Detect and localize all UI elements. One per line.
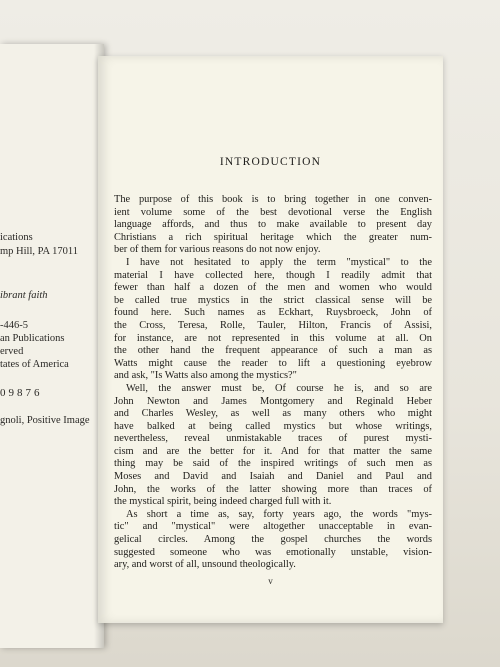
- text-line: material I have collected here, though I readily admit that: [114, 269, 432, 281]
- text-line: thing may be said of the inspired writings of such men as: [114, 458, 432, 470]
- text-line: the other hand the frequent appearance of such a man as: [114, 345, 432, 357]
- left-page-line: erved: [0, 346, 24, 357]
- text-line: The purpose of this book is to bring together in one conven-: [114, 194, 432, 205]
- text-line: Well, the answer must be, Of course he is, and so are: [126, 382, 432, 394]
- left-page-line: 09876: [0, 387, 43, 399]
- page-heading: INTRODUCTION: [219, 156, 322, 168]
- text-line: cism and are the better for it. And for that matter the same: [114, 445, 432, 457]
- text-line: and ask, "Is Watts also among the mystics?": [114, 370, 297, 382]
- text-line: Watts might cause the reader to lift a questioning eyebrow: [114, 357, 432, 369]
- text-line: language affords, and thus to make available to present day: [114, 219, 432, 231]
- text-line: tic" and "mystical" were altogether unacceptable in evan-: [114, 521, 432, 533]
- right-page: [98, 56, 443, 623]
- text-line: for instance, are not represented in this volume at all. On: [114, 332, 432, 344]
- text-line: the Cross, Teresa, Rolle, Tauler, Hilton, Francis of Assisi,: [114, 319, 432, 331]
- text-line: ient volume some of the best devotional verse the English: [114, 206, 432, 218]
- text-line: the mystical spirit, being indeed charged full with it.: [114, 496, 332, 508]
- text-line: nevertheless, reveal unmistakable traces of purest mysti-: [114, 433, 432, 445]
- text-line: gelical circles. Among the gospel churches the words: [114, 534, 432, 546]
- left-page-line: ications: [0, 232, 33, 243]
- text-line: and Charles Wesley, as well as many others who might: [114, 408, 432, 420]
- text-line: suggested someone who was emotionally unstable, vision-: [114, 546, 432, 558]
- text-line: As short a time as, say, forty years ago, the words "mys-: [126, 508, 432, 520]
- left-page-line: -446-5: [0, 320, 28, 331]
- text-line: John, the works of the latter showing more than traces of: [114, 483, 432, 495]
- text-line: found here. Such names as Eckhart, Ruysbroeck, John of: [114, 307, 432, 319]
- text-line: Moses and David and Isaiah and Daniel and Paul and: [114, 471, 432, 483]
- text-line: John Newton and James Montgomery and Reginald Heber: [114, 395, 432, 407]
- left-page-line: gnoli, Positive Image: [0, 415, 90, 426]
- left-page-line: tates of America: [0, 359, 69, 370]
- left-page: [0, 44, 104, 648]
- text-line: Christians a rich spiritual heritage which the greater num-: [114, 231, 432, 243]
- page-number: v: [268, 576, 273, 586]
- text-line: ber of them for various reasons do not now enjoy.: [114, 244, 321, 256]
- text-line: ary, and worst of all, unsound theologically.: [114, 559, 296, 571]
- left-page-line: ibrant faith: [0, 290, 48, 301]
- left-page-line: an Publications: [0, 333, 65, 344]
- text-line: be called true mystics in the strict classical sense will be: [114, 294, 432, 306]
- text-line: I have not hesitated to apply the term "mystical" to the: [126, 256, 432, 268]
- text-line: have balked at being called mystics but whose writings,: [114, 420, 432, 432]
- left-page-line: mp Hill, PA 17011: [0, 246, 78, 257]
- text-line: fewer than half a dozen of the men and women who would: [114, 282, 432, 294]
- body-text: [114, 194, 432, 572]
